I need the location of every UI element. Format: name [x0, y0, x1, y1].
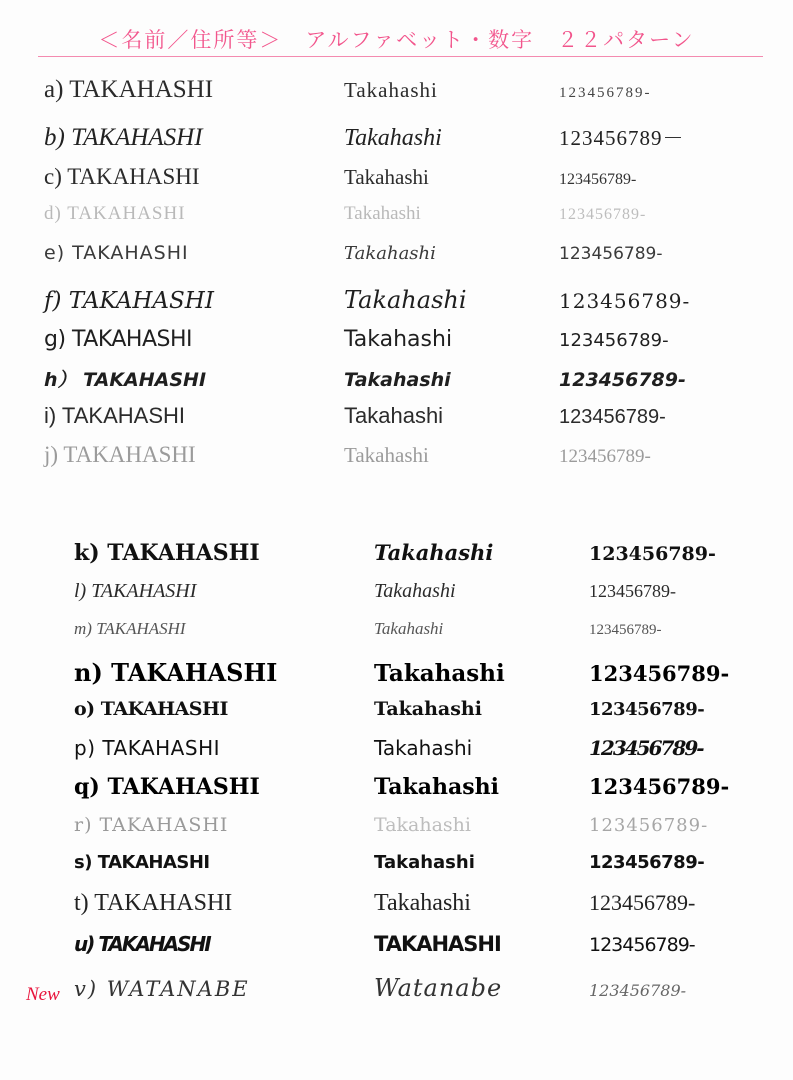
- row-mixedcase-sample: Takahashi: [344, 286, 467, 314]
- table-row: [0, 203, 793, 242]
- table-row: [0, 890, 793, 932]
- row-uppercase-sample: i) TAKAHASHI: [44, 403, 185, 428]
- table-row: [0, 122, 793, 164]
- row-mixedcase-sample: Takahashi: [344, 125, 442, 151]
- table-row: [0, 974, 793, 1018]
- table-row: [0, 736, 793, 774]
- row-numeric-sample: 123456789-: [589, 934, 695, 956]
- row-numeric-sample: 123456789-: [589, 543, 716, 565]
- row-mixedcase-sample: Takahashi: [374, 814, 471, 836]
- row-numeric-sample: 123456789-: [589, 661, 730, 686]
- sheet-header: [0, 24, 793, 58]
- row-numeric-sample: 123456789-: [559, 406, 666, 428]
- row-uppercase-sample: r) TAKAHASHI: [74, 814, 229, 836]
- row-numeric-sample: 123456789-: [559, 85, 652, 101]
- row-uppercase-sample: j) TAKAHASHI: [44, 442, 196, 467]
- row-numeric-sample: 123456789-: [559, 206, 647, 223]
- row-numeric-sample: 123456789-: [559, 171, 637, 188]
- row-uppercase-sample: b) TAKAHASHI: [44, 124, 203, 151]
- header-underline: [38, 56, 763, 57]
- row-mixedcase-sample: Takahashi: [344, 403, 444, 428]
- row-numeric-sample: 123456789-: [589, 581, 676, 601]
- row-uppercase-sample: s) TAKAHASHI: [74, 852, 210, 873]
- row-uppercase-sample: c) TAKAHASHI: [44, 164, 200, 189]
- font-group-2: [0, 540, 793, 1018]
- row-uppercase-sample: g) TAKAHASHI: [44, 327, 192, 352]
- table-row: [0, 365, 793, 403]
- table-row: [0, 327, 793, 365]
- row-uppercase-sample: p) TAKAHASHI: [74, 736, 220, 760]
- row-mixedcase-sample: Takahashi: [374, 890, 471, 916]
- row-numeric-sample: 123456789－: [559, 126, 685, 150]
- table-row: [0, 774, 793, 814]
- table-row: [0, 403, 793, 442]
- row-mixedcase-sample: TAKAHASHI: [374, 932, 501, 956]
- table-row: [0, 619, 793, 658]
- row-mixedcase-sample: Takahashi: [374, 774, 500, 800]
- row-mixedcase-sample: Takahashi: [374, 852, 475, 873]
- table-row: [0, 242, 793, 286]
- row-numeric-sample: 123456789-: [589, 622, 662, 638]
- row-numeric-sample: 123456789-: [589, 699, 705, 720]
- row-numeric-sample: 123456789-: [559, 330, 669, 351]
- row-mixedcase-sample: Takahashi: [344, 243, 436, 264]
- row-mixedcase-sample: Takahashi: [374, 736, 473, 760]
- row-mixedcase-sample: Takahashi: [344, 443, 429, 467]
- row-mixedcase-sample: Takahashi: [344, 327, 453, 352]
- row-uppercase-sample: h） TAKAHASHI: [44, 369, 207, 391]
- page-title: ＜名前／住所等＞ アルファベット・数字 ２２パターン: [98, 29, 695, 52]
- font-group-1: [0, 76, 793, 481]
- row-numeric-sample: 123456789-: [589, 981, 687, 1000]
- row-uppercase-sample: l) TAKAHASHI: [74, 580, 197, 602]
- row-uppercase-sample: t) TAKAHASHI: [74, 890, 233, 916]
- row-uppercase-sample: q) TAKAHASHI: [74, 774, 260, 800]
- table-row: [0, 442, 793, 481]
- row-numeric-sample: 123456789-: [589, 774, 730, 799]
- row-mixedcase-sample: Takahashi: [374, 580, 456, 602]
- row-numeric-sample: 123456789-: [559, 446, 651, 467]
- row-mixedcase-sample: Watanabe: [374, 974, 503, 1002]
- table-row: [0, 540, 793, 580]
- row-numeric-sample: 123456789-: [589, 815, 709, 836]
- row-uppercase-sample: n) TAKAHASHI: [74, 658, 278, 687]
- row-uppercase-sample: k) TAKAHASHI: [74, 540, 260, 566]
- table-row: [0, 852, 793, 890]
- row-mixedcase-sample: Takahashi: [344, 78, 438, 102]
- row-uppercase-sample: a) TAKAHASHI: [44, 76, 214, 103]
- row-numeric-sample: 123456789-: [559, 369, 686, 391]
- row-uppercase-sample: o) TAKAHASHI: [74, 698, 228, 720]
- row-numeric-sample: 123456789-: [589, 736, 703, 760]
- row-mixedcase-sample: Takahashi: [344, 203, 421, 224]
- row-numeric-sample: 123456789-: [559, 289, 691, 313]
- row-uppercase-sample: e) TAKAHASHI: [44, 242, 189, 264]
- table-row: [0, 814, 793, 852]
- row-numeric-sample: 123456789-: [589, 852, 705, 873]
- row-uppercase-sample: f) TAKAHASHI: [44, 288, 214, 314]
- row-uppercase-sample: d) TAKAHASHI: [44, 203, 186, 224]
- row-numeric-sample: 123456789-: [559, 244, 663, 264]
- row-uppercase-sample: u) TAKAHASHI: [74, 932, 210, 956]
- row-mixedcase-sample: Takahashi: [374, 540, 494, 565]
- row-mixedcase-sample: Takahashi: [344, 165, 429, 189]
- table-row: [0, 286, 793, 327]
- table-row: [0, 580, 793, 619]
- row-mixedcase-sample: Takahashi: [374, 698, 482, 720]
- new-badge: New: [26, 984, 60, 1005]
- table-row: [0, 658, 793, 698]
- table-row: [0, 698, 793, 736]
- row-uppercase-sample: v) WATANABE: [74, 977, 250, 1001]
- row-numeric-sample: 123456789-: [589, 890, 696, 915]
- row-mixedcase-sample: Takahashi: [374, 619, 444, 638]
- table-row: [0, 76, 793, 122]
- table-row: [0, 164, 793, 203]
- row-mixedcase-sample: Takahashi: [374, 660, 505, 687]
- table-row: [0, 932, 793, 974]
- row-mixedcase-sample: Takahashi: [344, 369, 451, 391]
- row-uppercase-sample: m) TAKAHASHI: [74, 619, 186, 638]
